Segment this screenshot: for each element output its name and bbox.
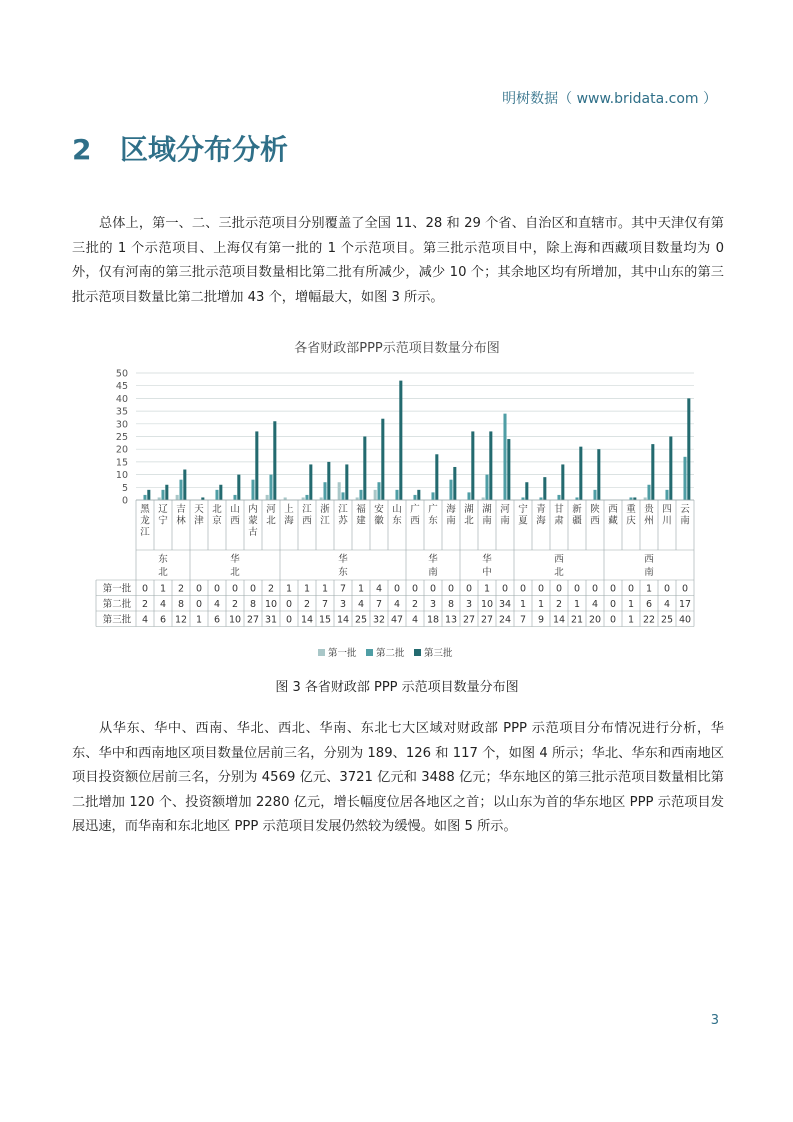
y-tick-label: 35	[115, 406, 128, 418]
bar-series3	[327, 462, 330, 500]
bar-series3	[543, 477, 546, 500]
table-value: 0	[411, 583, 419, 595]
bar-series1	[338, 482, 341, 500]
table-value: 10	[228, 614, 242, 626]
table-value: 1	[321, 583, 329, 595]
table-value: 1	[573, 599, 581, 610]
region-label: 西南	[644, 554, 654, 578]
province-label: 浙江	[320, 504, 330, 527]
table-value: 10	[264, 599, 278, 610]
bar-series2	[251, 480, 254, 500]
table-value: 1	[627, 614, 635, 626]
table-value: 1	[285, 583, 293, 595]
table-value: 27	[480, 614, 494, 626]
table-value: 27	[462, 614, 476, 626]
table-value: 0	[393, 583, 401, 595]
y-tick-label: 5	[121, 482, 128, 494]
table-value: 20	[588, 614, 602, 626]
section-title-text: 区域分布分析	[120, 133, 289, 166]
bar-series3	[453, 467, 456, 500]
table-value: 0	[285, 599, 293, 610]
region-label: 华中	[482, 554, 492, 578]
table-value: 0	[537, 583, 545, 595]
legend-label: 第一批	[328, 648, 357, 659]
table-value: 31	[264, 614, 278, 626]
bar-series2	[161, 490, 164, 500]
province-label: 山西	[230, 504, 240, 527]
table-value: 0	[501, 583, 509, 595]
province-label: 青海	[536, 504, 546, 527]
table-value: 7	[321, 599, 329, 610]
province-label: 福建	[356, 504, 366, 527]
province-label: 陕西	[590, 504, 600, 527]
table-value: 1	[195, 614, 203, 626]
table-value: 0	[591, 583, 599, 595]
bar-series3	[651, 444, 654, 500]
province-label: 湖北	[464, 504, 474, 527]
bar-series2	[431, 492, 434, 500]
bar-series3	[561, 464, 564, 500]
table-value: 6	[159, 614, 167, 626]
table-value: 2	[303, 599, 311, 610]
bar-series2	[647, 485, 650, 500]
table-value: 2	[555, 599, 563, 610]
bar-series3	[471, 431, 474, 500]
bar-series1	[266, 495, 269, 500]
table-value: 8	[177, 599, 185, 610]
table-value: 1	[627, 599, 635, 610]
province-label: 上海	[284, 504, 294, 527]
table-value: 24	[498, 614, 512, 626]
bar-series2	[449, 480, 452, 500]
section-number: 2	[72, 133, 92, 166]
table-value: 2	[267, 583, 275, 595]
table-value: 12	[174, 614, 188, 626]
table-value: 21	[570, 614, 584, 626]
bar-series2	[359, 490, 362, 500]
bar-series2	[683, 457, 686, 500]
bar-series2	[305, 495, 308, 500]
y-tick-label: 10	[115, 470, 128, 482]
table-value: 1	[303, 583, 311, 595]
bar-series2	[503, 414, 506, 500]
bar-series1	[374, 490, 377, 500]
table-series-name: 第二批	[102, 599, 132, 610]
bar-series2	[557, 495, 560, 500]
table-value: 4	[411, 614, 419, 626]
table-value: 6	[645, 599, 653, 610]
table-value: 0	[609, 614, 617, 626]
province-label: 北京	[212, 504, 222, 527]
header-brand: 明树数据（ www.bridata.com ）	[502, 91, 717, 107]
bar-series3	[687, 398, 690, 500]
table-value: 0	[285, 614, 293, 626]
y-tick-label: 50	[115, 368, 128, 380]
table-value: 0	[465, 583, 473, 595]
bar-series2	[467, 492, 470, 500]
region-label: 华北	[230, 554, 240, 578]
legend-swatch	[366, 649, 373, 656]
table-value: 4	[375, 583, 383, 595]
table-value: 0	[609, 599, 617, 610]
table-value: 0	[609, 583, 617, 595]
table-value: 2	[231, 599, 239, 610]
table-value: 0	[519, 583, 527, 595]
province-label: 西藏	[608, 504, 618, 527]
table-value: 27	[246, 614, 260, 626]
province-label: 贵州	[644, 504, 654, 527]
province-label: 黑龙江	[140, 504, 150, 538]
paragraph-regional-analysis: 从华东、华中、西南、华北、西北、华南、东北七大区域对财政部 PPP 示范项目分布情况进行分析，华东、华中和西南地区项目数量位居前三名，分别为 189、126 和 117 个，如图 4 所示；华北、华东和西南地区项目投资额位居前三名，分别为 4569 亿元、3721 亿元和 3488 亿元；华东地区的第三批示范项目数量相比第二批增加 120 个、投资额增加 2280 亿元，增长幅度位居各地区之首；以山东为首的华东地区 PPP 示范项目发展迅速，而华南和东北地区 PPP 示范项目发展仍然较为缓慢。如图 5 所示。	[72, 721, 724, 835]
table-value: 32	[372, 614, 386, 626]
bar-series3	[147, 490, 150, 500]
table-value: 15	[318, 614, 332, 626]
table-value: 0	[447, 583, 455, 595]
province-label: 广西	[410, 504, 420, 527]
province-label: 四川	[662, 504, 672, 527]
table-value: 4	[141, 614, 149, 626]
province-label: 宁夏	[518, 504, 528, 527]
table-value: 17	[678, 599, 692, 610]
table-value: 0	[663, 583, 671, 595]
bar-series2	[395, 490, 398, 500]
bar-series3	[255, 431, 258, 500]
province-label: 辽宁	[158, 504, 168, 527]
bar-series3	[237, 475, 240, 500]
region-label: 华东	[338, 554, 348, 578]
legend-swatch	[414, 649, 421, 656]
bar-series3	[669, 437, 672, 501]
bar-series2	[179, 480, 182, 500]
table-value: 8	[447, 599, 455, 610]
table-value: 47	[390, 614, 404, 626]
province-label: 湖南	[482, 504, 492, 527]
y-tick-label: 30	[115, 419, 128, 431]
table-value: 0	[195, 599, 203, 610]
legend-label: 第二批	[376, 648, 405, 659]
table-value: 1	[645, 583, 653, 595]
province-label: 广东	[428, 504, 438, 527]
table-value: 3	[465, 599, 473, 610]
table-value: 0	[573, 583, 581, 595]
province-label: 云南	[680, 504, 690, 527]
table-value: 14	[336, 614, 350, 626]
table-value: 1	[159, 583, 167, 595]
table-value: 34	[498, 599, 512, 610]
y-tick-label: 0	[121, 495, 128, 507]
province-label: 河南	[500, 504, 510, 527]
page-number: 3	[710, 1013, 719, 1028]
table-value: 2	[141, 599, 149, 610]
table-value: 10	[480, 599, 494, 610]
table-value: 7	[519, 614, 527, 626]
province-label: 江苏	[338, 504, 348, 527]
y-tick-label: 40	[115, 393, 128, 405]
province-label: 新疆	[572, 504, 582, 527]
bar-series3	[219, 485, 222, 500]
bar-series2	[215, 490, 218, 500]
table-value: 4	[357, 599, 365, 610]
chart-title: 各省财政部PPP示范项目数量分布图	[294, 341, 500, 356]
table-value: 7	[375, 599, 383, 610]
table-value: 0	[249, 583, 257, 595]
region-label: 东北	[158, 554, 168, 578]
bar-series3	[183, 470, 186, 500]
bar-series2	[233, 495, 236, 500]
bar-series3	[381, 419, 384, 500]
bar-series2	[485, 475, 488, 500]
legend-label: 第三批	[424, 648, 453, 659]
bar-series3	[309, 464, 312, 500]
bar-series2	[413, 495, 416, 500]
table-value: 14	[552, 614, 566, 626]
table-value: 0	[429, 583, 437, 595]
table-value: 0	[213, 583, 221, 595]
table-value: 4	[213, 599, 221, 610]
table-value: 2	[411, 599, 419, 610]
bar-series3	[507, 439, 510, 500]
paragraph-overview: 总体上，第一、二、三批示范项目分别覆盖了全国 11、28 和 29 个省、自治区和直辖市。其中天津仅有第三批的 1 个示范项目、上海仅有第一批的 1 个示范项目。第三批示范项目中，除上海和西藏项目数量均为 0 外，仅有河南的第三批示范项目数量相比第二批有所减少，减少 10 个；其余地区均有所增加，其中山东的第三批示范项目数量比第二批增加 43 个，增幅最大，如图 3 所示。	[72, 216, 724, 305]
bar-series3	[345, 464, 348, 500]
table-value: 4	[591, 599, 599, 610]
table-value: 1	[483, 583, 491, 595]
table-value: 4	[393, 599, 401, 610]
bar-series3	[165, 485, 168, 500]
bar-series3	[417, 490, 420, 500]
table-value: 8	[249, 599, 257, 610]
bar-series3	[525, 482, 528, 500]
table-value: 0	[627, 583, 635, 595]
bar-series3	[579, 447, 582, 500]
bar-series2	[269, 475, 272, 500]
table-value: 0	[555, 583, 563, 595]
bar-series2	[665, 490, 668, 500]
table-value: 1	[537, 599, 545, 610]
bar-series3	[435, 454, 438, 500]
bar-series3	[399, 381, 402, 500]
table-value: 4	[663, 599, 671, 610]
figure-caption: 图 3 各省财政部 PPP 示范项目数量分布图	[275, 680, 519, 695]
table-value: 18	[426, 614, 440, 626]
table-series-name: 第三批	[102, 614, 132, 626]
province-label: 海南	[446, 504, 456, 527]
province-label: 重庆	[626, 504, 636, 527]
table-value: 1	[357, 583, 365, 595]
y-tick-label: 25	[115, 432, 128, 443]
y-tick-label: 45	[115, 381, 128, 393]
province-label: 安徽	[374, 504, 384, 527]
table-value: 0	[681, 583, 689, 595]
table-value: 0	[141, 583, 149, 595]
region-label: 西北	[554, 554, 564, 578]
table-value: 7	[339, 583, 347, 595]
table-value: 6	[213, 614, 221, 626]
table-value: 9	[537, 614, 545, 626]
bar-series2	[341, 492, 344, 500]
province-label: 天津	[194, 504, 204, 527]
table-value: 4	[159, 599, 167, 610]
table-value: 22	[642, 614, 656, 626]
table-value: 40	[678, 614, 692, 626]
table-series-name: 第一批	[102, 583, 132, 595]
table-value: 3	[339, 599, 347, 610]
bar-series3	[597, 449, 600, 500]
bar-series2	[323, 482, 326, 500]
province-label: 山东	[392, 504, 402, 527]
table-value: 14	[300, 614, 314, 626]
bar-series2	[377, 482, 380, 500]
bar-series3	[489, 431, 492, 500]
bar-series2	[593, 490, 596, 500]
table-value: 0	[195, 583, 203, 595]
table-value: 25	[354, 614, 368, 626]
table-value: 0	[231, 583, 239, 595]
province-label: 甘肃	[554, 504, 564, 527]
legend-swatch	[318, 649, 325, 656]
province-label: 内蒙古	[248, 504, 258, 538]
bar-series1	[176, 495, 179, 500]
bar-series2	[143, 495, 146, 500]
table-value: 1	[519, 599, 527, 610]
y-tick-label: 20	[115, 444, 128, 456]
table-value: 25	[660, 614, 674, 626]
table-value: 13	[444, 614, 458, 626]
bar-series3	[273, 421, 276, 500]
province-label: 江西	[302, 504, 312, 527]
region-label: 华南	[428, 554, 438, 578]
table-value: 2	[177, 583, 185, 595]
table-value: 3	[429, 599, 437, 610]
bar-series3	[363, 437, 366, 501]
y-tick-label: 15	[115, 457, 128, 469]
province-label: 河北	[266, 504, 276, 527]
province-label: 吉林	[176, 504, 186, 527]
